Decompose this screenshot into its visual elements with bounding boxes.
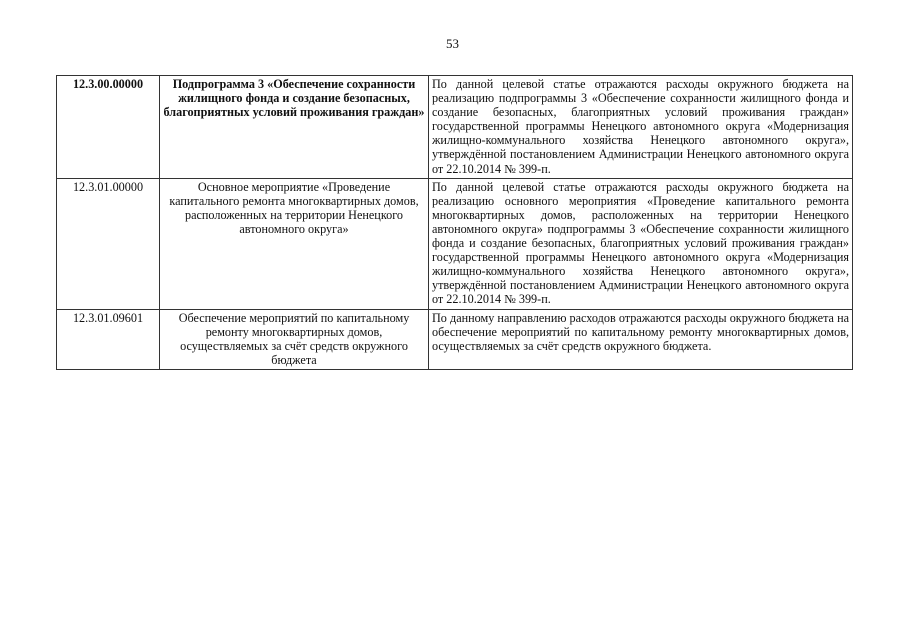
name-cell: Основное мероприятие «Проведение капитального ремонта многоквартирных домов, расположенных на территории Ненецкого автономного округа» [160,178,429,309]
description-text: По данной целевой статье отражаются расходы окружного бюджета на реализацию подпрограммы 3 «Обеспечение сохранности жилищного фонда и создание безопасных, благоприятных условий проживания граждан» государственной программы Ненецкого автономного округа «Модернизация жилищно-коммунального хозяйства Ненецкого автономного округа», утверждённой постановлением Администрации Ненецкого автономного округа от 22.10.2014 № 399-п. [432,77,849,176]
description-cell [429,76,853,179]
description-text: По данному направлению расходов отражаются расходы окружного бюджета на обеспечение мероприятий по капитальному ремонту многоквартирных домов, осуществляемых за счёт средств окружного бюджета. [432,310,849,353]
budget-classification-table [56,75,853,370]
table-row [57,76,853,179]
description-cell [429,309,853,369]
table-row [57,309,853,369]
description-cell [429,178,853,309]
code-cell: 12.3.01.09601 [57,309,160,369]
table-row [57,178,853,309]
name-cell: Подпрограмма 3 «Обеспечение сохранности жилищного фонда и создание безопасных, благоприятных условий проживания граждан» [160,76,429,179]
description-text: По данной целевой статье отражаются расходы окружного бюджета на реализацию основного мероприятия «Проведение капитального ремонта многоквартирных домов, расположенных на территории Ненецкого автономного округа» подпрограммы 3 «Обеспечение сохранности жилищного фонда и создание безопасных, благоприятных условий проживания граждан» государственной программы Ненецкого автономного округа «Модернизация жилищно-коммунального хозяйства Ненецкого автономного округа», утверждённой постановлением Администрации Ненецкого автономного округа от 22.10.2014 № 399-п. [432,179,849,307]
name-cell: Обеспечение мероприятий по капитальному ремонту многоквартирных домов, осуществляемых за счёт средств окружного бюджета [160,309,429,369]
code-cell: 12.3.00.00000 [57,76,160,179]
code-cell: 12.3.01.00000 [57,178,160,309]
page-number: 53 [446,36,459,51]
